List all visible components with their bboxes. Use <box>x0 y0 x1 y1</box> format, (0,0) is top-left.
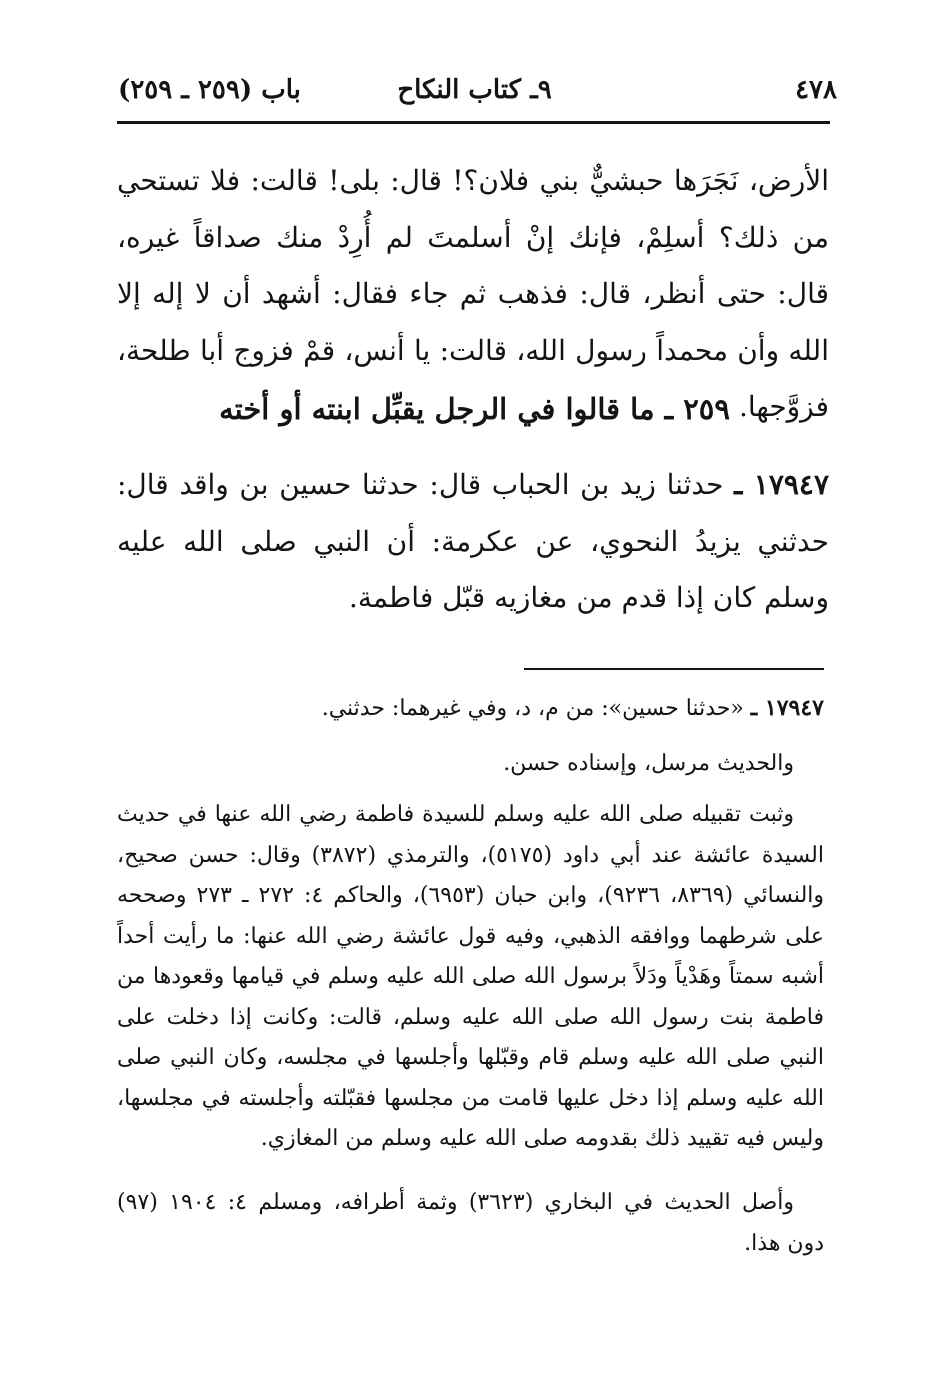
footnote-2: والحديث مرسل، وإسناده حسن. <box>503 751 794 776</box>
footnote-4: وأصل الحديث في البخاري (٣٦٢٣) وثمة أطرافه، ومسلم ٤: ١٩٠٤ (٩٧) دون هذا. <box>117 1190 824 1256</box>
hadith-paragraph <box>117 457 829 627</box>
footnote-number: ١٧٩٤٧ ـ <box>750 695 824 721</box>
section-heading: ٢٥٩ ـ ما قالوا في الرجل يقبِّل ابنته أو أخته <box>219 392 730 426</box>
chapter-range: باب (٢٥٩ ـ ٢٥٩) <box>118 75 301 105</box>
continued-paragraph: الأرض، نَجَرَها حبشيٌّ بني فلان؟! قال: بلى! قالت: فلا تستحي من ذلك؟ أسلِمْ، فإنك إنْ أسلمتَ لم أُرِدْ منك صداقاً غيره، قال: حتى أنظر، قال: فذهب ثم جاء فقال: أشهد أن لا إله إلا الله وأن محمداً رسول الله، قالت: يا أنس، قمْ فزوج أبا طلحة، فزوَّجها. <box>117 164 829 423</box>
book-title: ٩ـ كتاب النكاح <box>397 75 552 105</box>
footnote-3: وثبت تقبيله صلى الله عليه وسلم للسيدة فاطمة رضي الله عنها في حديث السيدة عائشة عند أبي داود (٥١٧٥)، والترمذي (٣٨٧٢) وقال: حسن صحيح، والنسائي (٨٣٦٩، ٩٢٣٦)، وابن حبان (٦٩٥٣)، والحاكم ٤: ٢٧٢ ـ ٢٧٣ وصححه على شرطهما ووافقه الذهبي، وفيه قول عائشة رضي الله عنها: ما رأيت أحداً أشبه سمتاً وهَدْياً ودَلاً برسول الله صلى الله عليه وسلم في قيامها وقعودها من فاطمة بنت رسول الله صلى الله عليه وسلم، قالت: وكانت إذا دخلت على النبي صلى الله عليه وسلم قام وقبّلها وأجلسها في مجلسه، وكان النبي صلى الله عليه وسلم إذا دخل عليها قامت من مجلسها فقبّلته وأجلسته في مجلسها، وليس فيه تقييد ذلك بقدومه صلى الله عليه وسلم من المغازي. <box>117 802 825 1151</box>
hadith-text: حدثنا زيد بن الحباب قال: حدثنا حسين بن واقد قال: حدثني يزيدُ النحوي، عن عكرمة: أن النبي صلى الله عليه وسلم كان إذا قدم من مغازيه قبّل فاطمة. <box>117 468 829 614</box>
footnote-1-text: «حدثنا حسين»: من م، د، وفي غيرهما: حدثني. <box>321 696 751 721</box>
footnote-separator <box>524 668 824 670</box>
header-rule <box>117 121 830 124</box>
page-number: ٤٧٨ <box>795 75 837 105</box>
hadith-number: ١٧٩٤٧ ـ <box>734 468 829 501</box>
footnote-1 <box>117 688 824 730</box>
